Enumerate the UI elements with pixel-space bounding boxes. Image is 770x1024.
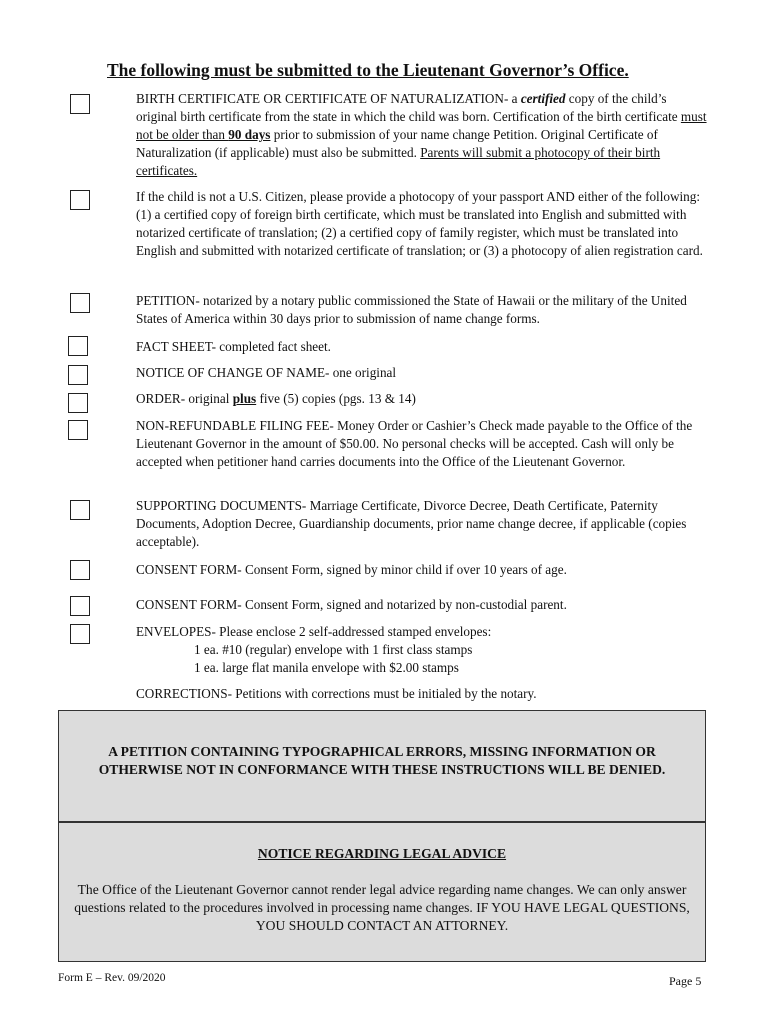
item-notice-of-change: NOTICE OF CHANGE OF NAME- one original [136, 365, 397, 380]
legal-advice-heading: NOTICE REGARDING LEGAL ADVICE [257, 846, 507, 861]
birth-90-days: 90 days [228, 127, 271, 142]
checkbox-birth-certificate[interactable] [70, 94, 90, 114]
page-number: Page 5 [669, 974, 702, 988]
envelopes-line1: 1 ea. #10 (regular) envelope with 1 first class stamps [194, 642, 473, 657]
birth-parents-note: Parents will submit a photocopy of their birth certificates. [136, 145, 661, 178]
item-corrections: CORRECTIONS- Petitions with corrections must be initialed by the notary. [136, 686, 537, 701]
birth-lead: BIRTH CERTIFICATE OR CERTIFICATE OF NATURALIZATION- a [136, 91, 521, 106]
item-consent-minor: CONSENT FORM- Consent Form, signed by minor child if over 10 years of age. [136, 562, 567, 577]
item-filing-fee: NON-REFUNDABLE FILING FEE- Money Order or Cashier’s Check made payable to the Office of the Lieutenant Governor in the amount of $50.00. No personal checks will be accepted. Cash will only be accepted when petitioner hand carries documents into the Office of the Lieutenant Governor. [136, 418, 693, 469]
envelopes-line2: 1 ea. large flat manila envelope with $2.00 stamps [194, 660, 459, 675]
checkbox-petition[interactable] [70, 293, 90, 313]
item-birth-certificate [136, 90, 708, 180]
checkbox-order[interactable] [68, 393, 88, 413]
envelopes-head: ENVELOPES- Please enclose 2 self-addressed stamped envelopes: [136, 624, 492, 639]
checkbox-envelopes[interactable] [70, 624, 90, 644]
item-consent-parent: CONSENT FORM- Consent Form, signed and notarized by non-custodial parent. [136, 597, 567, 612]
checkbox-consent-minor[interactable] [70, 560, 90, 580]
birth-text2: prior to submission of your name change Petition. Original Certificate of Naturalization (if applicable) must also be submitted. [136, 127, 658, 160]
page-title: The following must be submitted to the Lieutenant Governor’s Office. [107, 60, 629, 80]
checkbox-non-citizen[interactable] [70, 190, 90, 210]
checkbox-consent-parent[interactable] [70, 596, 90, 616]
checkbox-supporting-documents[interactable] [70, 500, 90, 520]
item-order [136, 390, 708, 408]
item-petition: PETITION- notarized by a notary public commissioned the State of Hawaii or the military of the United States of America within 30 days prior to submission of name change forms. [136, 293, 687, 326]
birth-certified: certified [520, 91, 566, 106]
item-non-citizen: If the child is not a U.S. Citizen, please provide a photocopy of your passport AND either of the following: (1) a certified copy of foreign birth certificate, which must be translated into English and submitted with notarized certificate of translation; (2) a certified copy of family register, which must be translated into English and submitted with notarized certificate of translation; or (3) a photocopy of alien registration card. [136, 189, 703, 258]
checkbox-filing-fee[interactable] [68, 420, 88, 440]
item-fact-sheet: FACT SHEET- completed fact sheet. [136, 339, 331, 354]
warning-box [58, 710, 706, 822]
birth-text1: copy of the child’s original birth certificate from the state in which the child was born. Certification of the birth certificate [136, 91, 681, 124]
item-envelopes [136, 623, 708, 677]
item-supporting-documents: SUPPORTING DOCUMENTS- Marriage Certificate, Divorce Decree, Death Certificate, Paternity Documents, Adoption Decree, Guardianship documents, prior name change decree, if applicable (copies acceptable). [136, 498, 687, 549]
legal-advice-box [58, 822, 706, 962]
form-revision: Form E – Rev. 09/2020 [58, 972, 166, 984]
checkbox-notice-of-change[interactable] [68, 365, 88, 385]
order-pre: ORDER- original [136, 391, 233, 406]
warning-text: A PETITION CONTAINING TYPOGRAPHICAL ERRORS, MISSING INFORMATION OR OTHERWISE NOT IN CONFORMANCE WITH THESE INSTRUCTIONS WILL BE DENIED. [98, 744, 666, 777]
legal-advice-text: The Office of the Lieutenant Governor cannot render legal advice regarding name changes. We can only answer questions related to the procedures involved in processing name changes. IF YOU HAVE LEGAL QUESTIONS, YOU SHOULD CONTACT AN ATTORNEY. [74, 882, 690, 933]
birth-must-not: must not be older than [136, 109, 707, 142]
order-post: five (5) copies (pgs. 13 & 14) [256, 391, 416, 406]
order-plus: plus [232, 391, 257, 406]
checkbox-fact-sheet[interactable] [68, 336, 88, 356]
